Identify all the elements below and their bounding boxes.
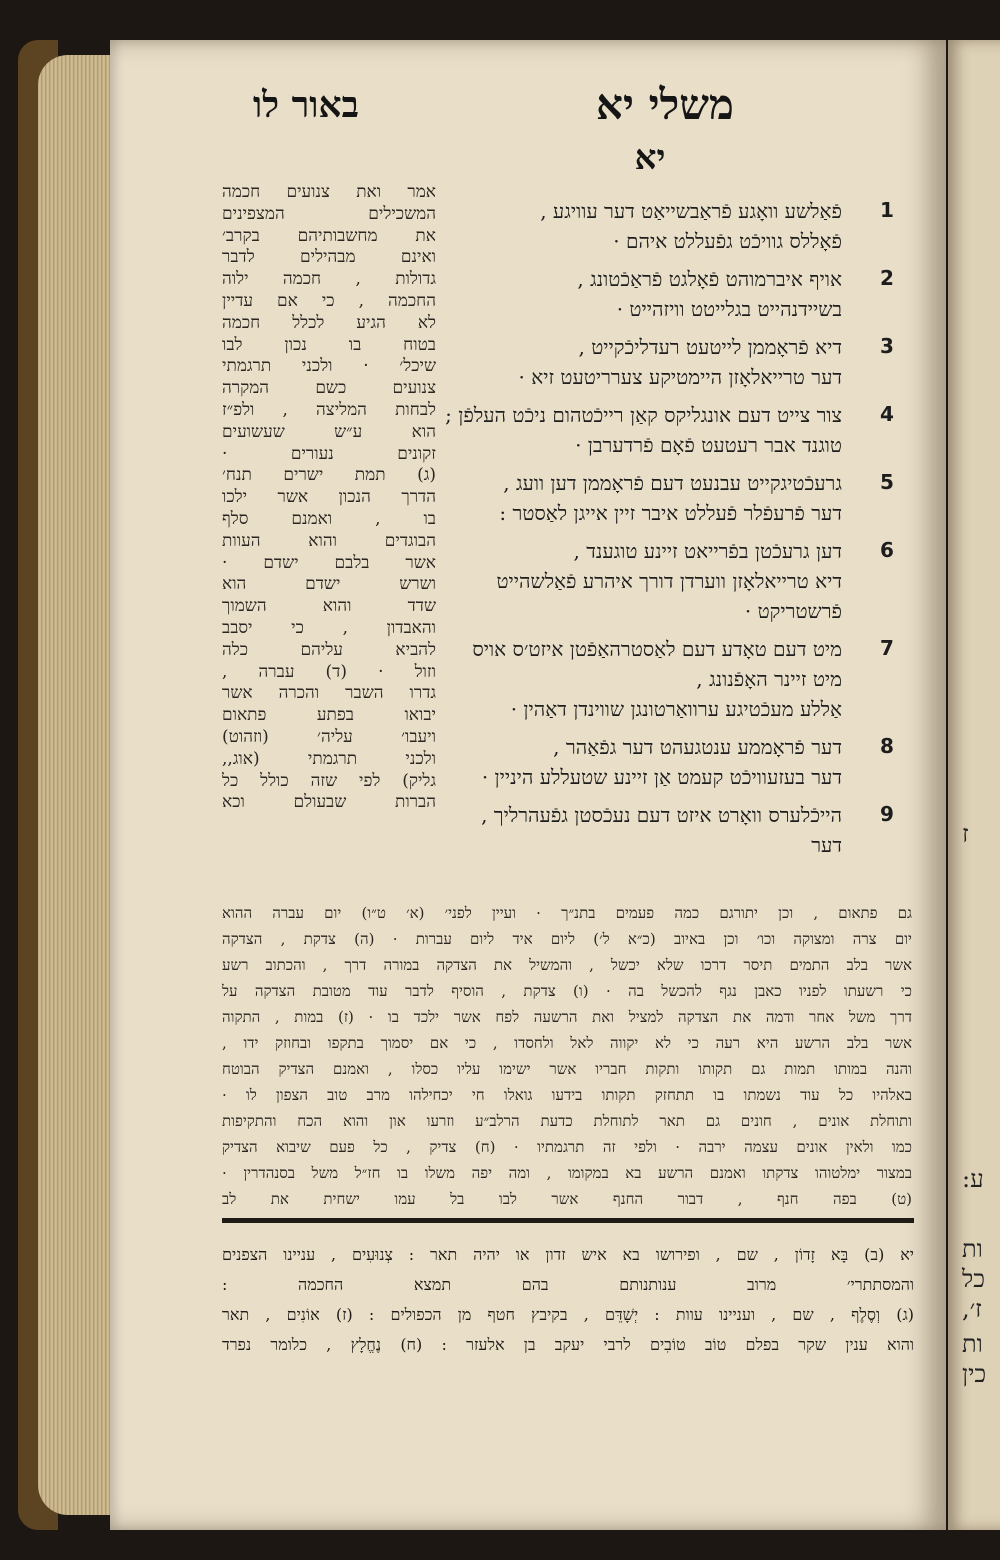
running-head-book-title: משלי יא [596, 80, 734, 129]
footnote-line: והמסתתרי׳ מרוב ענותנותם בהם תמצא החכמה : [222, 1275, 914, 1294]
commentary-line: ולכני תרגמתי (אוג,, [222, 748, 436, 769]
book-page-edges [38, 55, 118, 1515]
verse-number: 7 [880, 636, 894, 660]
verse-line: דער טרייאלאָזן היימטיקע צערריטעט זיא · [518, 365, 842, 389]
commentary-line: אמר ואת צנועים חכמה [222, 182, 436, 202]
commentary-line: (ט) בפה חנף , דבור החנף אשר לבו בל עמו ישחית את לב [222, 1190, 912, 1208]
commentary-full-width [222, 900, 912, 1212]
commentary-line: ואינם מבהילים לדבר [222, 247, 436, 268]
commentary-line: בו , ואמנם סלף [222, 508, 436, 529]
verse-line: אויף איברמוהט פֿאָלגט פֿראַכֿטונג , [577, 267, 842, 291]
commentary-line: הברות שבעולם וכא [222, 792, 436, 813]
verse-line: דער [811, 833, 842, 857]
commentary-line: יום צרה ומצוקה וכו׳ וכן באיוב (כ״א ל׳) ליום איד ליום עברות · (ה) צדקת , הצדקה [222, 930, 912, 948]
verse-line: דען גרעכֿטן בפֿרייאט זיינע טוגענד , [573, 539, 842, 563]
facing-page-fragment: ות [962, 1330, 983, 1358]
commentary-line: דרך משל אחר ודמה את הצדקה למציל ואת הרשעה לפח אשר ילכד בו · (ז) במות , התקוה [222, 1008, 912, 1026]
footnote-line: (ג) וְסֶלֶף , שם , ועניינו עוות : יְשָׁדֵּם , בקיבץ חטף מן הכפולים : (ז) אוֹנִים , תאר [222, 1305, 914, 1324]
verse-line: דיא פֿראָממן לייטעט רעדליכֿקייט , [578, 335, 842, 359]
commentary-line: כמו ולאין אונים עצמה ירבה · ולפי זה תרגמתיו · (ח) צדיק , כל פעם שיבוא הצדיק [222, 1138, 912, 1156]
commentary-line: זקונים נעורים · [222, 443, 436, 464]
facing-page-fragment: כל [962, 1265, 985, 1293]
verse-number: 3 [880, 334, 894, 358]
commentary-line: אשר בלב הרשע היא רעה כי לא יקווה לאל ולחסדו , כי אם יסמוך בתקפו ובחוזק ידו , [222, 1034, 912, 1052]
commentary-line: באלהיו כל עוד נשמתו בו תתחזק תקותו בידעו גואלו חי יכחילהו מרב טוב הצפון לו · [222, 1086, 912, 1104]
running-head-commentary-title: באור לו [253, 84, 359, 126]
commentary-line: אשר בלב התמים תיסר דרכו שלא יכשל , והמשיל את הצדקה במורה דרך , והכתוב רשע [222, 956, 912, 974]
commentary-line: ושרש ישדם הוא [222, 574, 436, 595]
commentary-line: גדרו השבר והכרה אשר [222, 683, 436, 704]
commentary-line: יבואו בפתע פתאום [222, 705, 436, 726]
commentary-line: שדד והוא השמוך [222, 596, 436, 617]
commentary-line: ותוחלת אונים , חונים גם תאר לתוחלת כדעת הרלב״ע וזרעו און והוא הכח והתקיפות [222, 1112, 912, 1130]
verse-line: טוגנד אבר רעטעט פֿאָם פֿרדערבן · [575, 433, 842, 457]
verse-line: בשיידנהייט בגלייטט וויזהייט · [616, 297, 842, 321]
facing-page-fragment: ות [962, 1235, 983, 1263]
section-divider-rule [222, 1218, 914, 1223]
commentary-line: (ג) תמת ישרים תנח׳ [222, 465, 436, 486]
commentary-line: גם פתאום , וכן יתורגם כמה פעמים בתנ״ך · ועיין לפני׳ (א׳ ט״ו) יום עברה ההוא [222, 904, 912, 922]
footnote-line: והוא ענין שקר בפלם טוֹב טוֹבִים לרבי יעקב בן אלעזר : (ח) נֶחֱלָץ , כלומר נפרד [222, 1335, 914, 1354]
commentary-line: והאבדון , כי יסבב [222, 617, 436, 638]
facing-page-edge [948, 40, 1000, 1530]
verse-line: מיט דעם טאָדע דעם לאַסטרהאַפֿטן איזט׳ס אויס [472, 637, 842, 661]
verse-line: הייכֿלערס וואָרט איזט דעם נעכֿסטן גפֿעהרליך , [481, 803, 842, 827]
verse-number: 5 [880, 470, 894, 494]
commentary-line: את מחשבותיהם בקרב׳ [222, 225, 436, 246]
commentary-line: בטוח בו נכון לבו [222, 334, 436, 355]
commentary-line: לבחות המליצה , ולפ״ז [222, 399, 436, 420]
commentary-line: במצור ימלטוהו צדקתו ואמנם הרשע בא במקומו , ומה יפה משלו בו חז״ל משל בסנהדרין · [222, 1164, 912, 1182]
commentary-line: הבוגדים והוא העוות [222, 530, 436, 551]
commentary-column [222, 182, 436, 814]
facing-page-fragment: ז׳, [962, 1295, 982, 1323]
verse-line: פֿאָללס גוויכֿט גפֿעללט איהם · [613, 229, 842, 253]
facing-page-fragment: ז [962, 820, 969, 848]
verse-line: דער פֿראָממע ענטגעהט דער גפֿאַהר , [553, 735, 842, 759]
commentary-line: להביא עליהם כלה [222, 639, 436, 660]
verse-number: 1 [880, 198, 894, 222]
commentary-line: והנה במותו תמות גם תקותו ותקות חבריו אשר ישימו עליו כסלו , ואמנם הצדיק הבוטח [222, 1060, 912, 1078]
facing-page-fragment: ע: [962, 1165, 984, 1193]
verse-line: גרעכֿטיגקייט עבנעט דעם פֿראָממן דען וועג , [503, 471, 842, 495]
commentary-line: וזול · (ד) עברה , [222, 661, 436, 682]
chapter-number: יא [634, 138, 666, 178]
commentary-line: אשר בלבם ישדם · [222, 552, 436, 573]
verse-line: דער פֿרעפֿלר פֿעללט איבר זיין אייגן לאַסטר : [499, 501, 842, 525]
commentary-line: צנועים כשם המקרה [222, 378, 436, 399]
verse-line: דיא טרייאלאָזן ווערדן דורך איהרע פֿאַלשהייט [496, 569, 842, 593]
verse-number: 2 [880, 266, 894, 290]
verse-line: צור צייט דעם אונגליקס קאַן רייכֿטהום ניכֿט העלפֿן ; [445, 403, 842, 427]
verse-number: 6 [880, 538, 894, 562]
commentary-line: גדולות , חכמה ילוה [222, 269, 436, 290]
verse-number: 4 [880, 402, 894, 426]
commentary-line: שיכל׳ · ולכני תרגמתי [222, 356, 436, 377]
commentary-line: הדרך הנכון אשר ילכו [222, 487, 436, 508]
commentary-line: החכמה , כי אם עדיין [222, 290, 436, 311]
commentary-line: כי רשעתו לפניו כאבן נגף להכשל בה · (ו) צדקת , הוסיף לדבר עוד מטובת הצדקה על [222, 982, 912, 1000]
verse-number: 8 [880, 734, 894, 758]
verse-line: מיט זיינר האָפֿנונג , [696, 667, 842, 691]
verse-line: פֿאַלשע וואָגע פֿראַבשייאַט דער עוויגע , [540, 199, 842, 223]
footnotes [222, 1240, 914, 1360]
commentary-line: הוא ע״ש שעשועים [222, 421, 436, 442]
verse-line: דער בעזעוויכֿט קעמט אַן זיינע שטעללע היניין · [481, 765, 842, 789]
footnote-line: יא (ב) בָּא זָדוֹן , שם , ופירושו בא איש זדון או יהיה תאר : צְנוּעִים , עניינו הצפנים [222, 1245, 914, 1264]
commentary-line: ויעבו׳ עליה׳ (וזהוט) [222, 726, 436, 747]
facing-page-fragment: כין [962, 1360, 987, 1388]
verse-line: פֿרשטריקט · [744, 599, 842, 623]
verse-line: אַללע מעכֿטיגע ערוואַרטונגן שווינדן דאַהין · [510, 697, 842, 721]
commentary-line: גליק) לפי שזה כולל כל [222, 770, 436, 791]
commentary-line: לא הגיע לכלל חכמה [222, 312, 436, 333]
verse-number: 9 [880, 802, 894, 826]
commentary-line: המשכילים המצפינים [222, 203, 436, 224]
